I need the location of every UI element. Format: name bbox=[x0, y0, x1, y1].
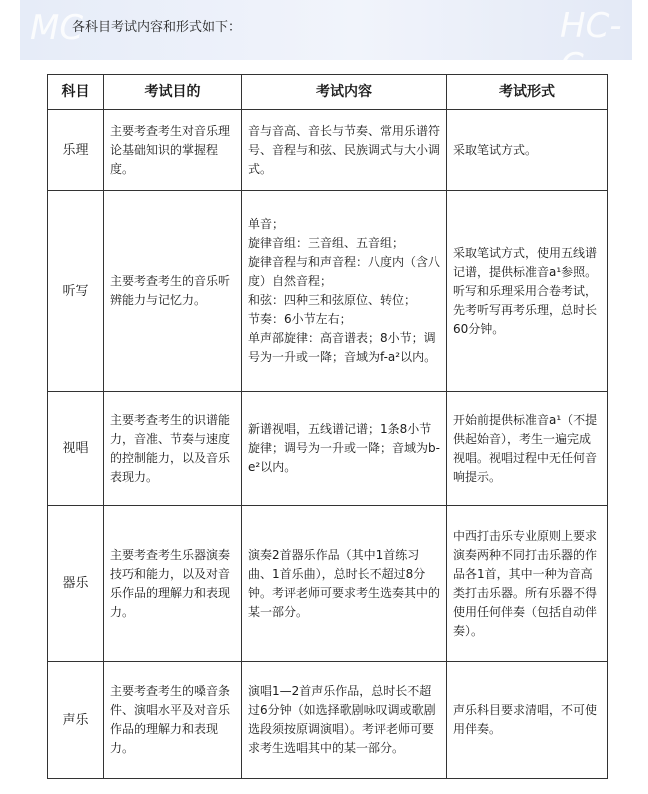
header-form: 考试形式 bbox=[447, 75, 608, 110]
exam-table bbox=[47, 74, 608, 779]
subject-cell: 器乐 bbox=[48, 506, 104, 662]
content-line: 新谱视唱，五线谱记谱；1条8小节旋律；调号为一升或一降；音域为b-e²以内。 bbox=[248, 422, 440, 474]
watermark-scribble-right: HC-C bbox=[560, 6, 622, 86]
form-cell bbox=[447, 110, 608, 191]
subject-cell: 声乐 bbox=[48, 662, 104, 779]
form-cell bbox=[447, 191, 608, 392]
content-line: 单音； bbox=[248, 217, 285, 231]
content-cell bbox=[242, 392, 447, 506]
content-line: 旋律音程与和声音程：八度内（含八度）自然音程； bbox=[248, 255, 441, 288]
content-line: 演唱1—2首声乐作品，总时长不超过6分钟（如选择歌剧咏叹调或歌剧选段须按原调演唱）。考评老师可要求考生选唱其中的某一部分。 bbox=[248, 684, 436, 755]
form-cell bbox=[447, 662, 608, 779]
table-row bbox=[48, 662, 608, 779]
form-line: 声乐科目要求清唱，不可使用伴奏。 bbox=[453, 703, 598, 736]
header-subject: 科目 bbox=[48, 75, 104, 110]
purpose-line: 主要考查考生的嗓音条件、演唱水平及对音乐作品的理解力和表现力。 bbox=[110, 684, 231, 755]
table-row bbox=[48, 392, 608, 506]
subject-cell: 视唱 bbox=[48, 392, 104, 506]
table-row bbox=[48, 110, 608, 191]
purpose-cell bbox=[104, 191, 242, 392]
content-cell bbox=[242, 191, 447, 392]
form-line: 开始前提供标准音a¹（不提供起始音），考生一遍完成视唱。视唱过程中无任何音响提示。 bbox=[453, 412, 598, 484]
subject-cell: 听写 bbox=[48, 191, 104, 392]
table-row bbox=[48, 506, 608, 662]
purpose-cell bbox=[104, 506, 242, 662]
purpose-line: 主要考查考生的音乐听辨能力与记忆力。 bbox=[110, 274, 231, 307]
header-banner bbox=[20, 0, 632, 86]
purpose-cell bbox=[104, 110, 242, 191]
form-cell bbox=[447, 392, 608, 506]
form-line: 听写和乐理采用合卷考试，先考听写再考乐理，总时长60分钟。 bbox=[453, 283, 598, 336]
content-line: 单声部旋律：高音谱表；8小节；调号为一升或一降；音域为f-a²以内。 bbox=[248, 331, 437, 364]
purpose-cell bbox=[104, 662, 242, 779]
watermark-scribble-left: MC bbox=[30, 8, 84, 48]
table-header-row bbox=[48, 75, 608, 110]
purpose-line: 主要考查考生对音乐理论基础知识的掌握程度。 bbox=[110, 123, 231, 176]
header-purpose: 考试目的 bbox=[104, 75, 242, 110]
content-line: 节奏：6小节左右； bbox=[248, 312, 352, 326]
form-line: 采取笔试方式，使用五线谱记谱，提供标准音a¹参照。 bbox=[453, 245, 598, 279]
purpose-cell bbox=[104, 392, 242, 506]
content-line: 音与音高、音长与节奏、常用乐谱符号、音程与和弦、民族调式与大小调式。 bbox=[248, 123, 441, 176]
content-line: 和弦：四种三和弦原位、转位； bbox=[248, 293, 417, 307]
header-content: 考试内容 bbox=[242, 75, 447, 110]
content-cell bbox=[242, 506, 447, 662]
content-line: 演奏2首器乐作品（其中1首练习曲、1首乐曲），总时长不超过8分钟。考评老师可要求考生选奏其中的某一部分。 bbox=[248, 547, 441, 619]
purpose-line: 主要考查考生乐器演奏技巧和能力，以及对音乐作品的理解力和表现力。 bbox=[110, 547, 231, 619]
subject-cell: 乐理 bbox=[48, 110, 104, 191]
table-row bbox=[48, 191, 608, 392]
intro-text: 各科目考试内容和形式如下： bbox=[72, 20, 242, 35]
content-cell bbox=[242, 110, 447, 191]
purpose-line: 主要考查考生的识谱能力，音准、节奏与速度的控制能力，以及音乐表现力。 bbox=[110, 412, 231, 484]
form-cell bbox=[447, 506, 608, 662]
form-line: 采取笔试方式。 bbox=[453, 142, 538, 157]
content-cell bbox=[242, 662, 447, 779]
content-line: 旋律音组：三音组、五音组； bbox=[248, 236, 405, 250]
form-line: 中西打击乐专业原则上要求演奏两种不同打击乐器的作品各1首，其中一种为音高类打击乐器。所有乐器不得使用任何伴奏（包括自动伴奏）。 bbox=[453, 528, 598, 638]
